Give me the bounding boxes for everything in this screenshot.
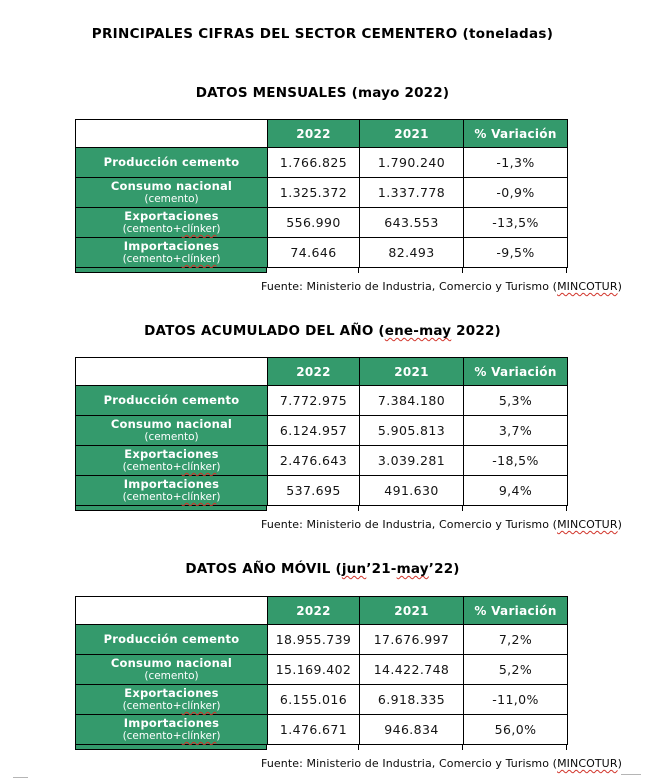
cell-2021: 5.905.813 [360, 416, 464, 446]
row-label: Exportaciones [124, 209, 219, 223]
column-header-2022: 2022 [268, 120, 360, 148]
table-corner-cell [76, 358, 268, 386]
row-label-cell [76, 148, 268, 178]
row-sublabel [78, 223, 265, 235]
cell-2022: 1.325.372 [268, 178, 360, 208]
cell-2021: 7.384.180 [360, 386, 464, 416]
sublabel-text: (cemento) [144, 670, 199, 682]
column-header-2021: 2021 [360, 120, 464, 148]
misspelled-word: MINCOTUR [557, 280, 618, 293]
monthly-table-wrap [75, 119, 567, 273]
column-header-2021: 2021 [360, 597, 464, 625]
source-text: ) [617, 518, 622, 531]
sublabel-text: (cemento+ [122, 700, 182, 712]
sublabel-text: ) [216, 700, 221, 712]
misspelled-word: MINCOTUR [557, 518, 618, 531]
accumulated-table-wrap [75, 357, 567, 511]
misspelled-word: clínker [181, 700, 217, 712]
row-label-cell [76, 476, 268, 506]
monthly-data-table [75, 119, 568, 268]
cell-2021: 1.790.240 [360, 148, 464, 178]
cell-2022: 556.990 [268, 208, 360, 238]
source-text: Fuente: Ministerio de Industria, Comercio y Turismo ( [261, 757, 558, 770]
source-text: ) [617, 280, 622, 293]
page-boundary-mark [621, 774, 641, 775]
table-row [76, 655, 568, 685]
row-label-cell [76, 416, 268, 446]
source-text: ) [617, 757, 622, 770]
row-label-cell [76, 685, 268, 715]
misspelled-word: jun [341, 561, 367, 577]
header-row [76, 120, 568, 148]
misspelled-word: clínker [181, 730, 217, 742]
misspelled-word: clínker [181, 253, 217, 265]
row-sublabel [78, 491, 265, 503]
cell-variation: 5,2% [464, 655, 568, 685]
rolling-year-data-table [75, 596, 568, 745]
heading-text: DATOS AÑO MÓVIL ( [185, 561, 342, 577]
heading-text: DATOS ACUMULADO DEL AÑO ( [144, 323, 385, 339]
section-heading-rolling-year [0, 561, 645, 577]
row-label: Consumo nacional [110, 179, 233, 193]
sublabel-text: ) [216, 491, 221, 503]
cell-2021: 14.422.748 [360, 655, 464, 685]
source-text: Fuente: Ministerio de Industria, Comercio y Turismo ( [261, 280, 558, 293]
table-bottom-border-stub [75, 506, 567, 511]
column-header-2022: 2022 [268, 358, 360, 386]
row-label: Consumo nacional [110, 656, 233, 670]
cell-2021: 3.039.281 [360, 446, 464, 476]
heading-text: DATOS MENSUALES (mayo 2022) [195, 85, 450, 101]
heading-text: 2022) [451, 323, 501, 339]
row-label-cell [76, 208, 268, 238]
sublabel-text: (cemento) [144, 193, 199, 205]
table-row [76, 446, 568, 476]
cell-variation: -11,0% [464, 685, 568, 715]
cell-2022: 74.646 [268, 238, 360, 268]
row-label-cell [76, 715, 268, 745]
source-note [261, 280, 622, 293]
row-label-cell [76, 178, 268, 208]
table-row [76, 208, 568, 238]
row-sublabel [78, 431, 265, 443]
row-label-cell [76, 238, 268, 268]
cell-2022: 18.955.739 [268, 625, 360, 655]
column-header-variation: % Variación [464, 358, 568, 386]
row-label: Importaciones [123, 239, 220, 253]
table-corner-cell [76, 120, 268, 148]
cell-2022: 7.772.975 [268, 386, 360, 416]
row-sublabel [78, 700, 265, 712]
table-row [76, 685, 568, 715]
misspelled-word: clínker [181, 461, 217, 473]
row-label-cell [76, 446, 268, 476]
row-sublabel [78, 253, 265, 265]
cell-2021: 491.630 [360, 476, 464, 506]
row-sublabel [78, 461, 265, 473]
row-label: Producción cemento [103, 155, 240, 169]
misspelled-word: may [396, 561, 429, 577]
sublabel-text: (cemento+ [122, 223, 182, 235]
header-row [76, 597, 568, 625]
row-label: Producción cemento [103, 632, 240, 646]
misspelled-word: clínker [181, 491, 217, 503]
sublabel-text: ) [216, 253, 221, 265]
sublabel-text: (cemento+ [122, 491, 182, 503]
sublabel-text: (cemento) [144, 431, 199, 443]
misspelled-word: ene-may [384, 323, 452, 339]
cell-2022: 2.476.643 [268, 446, 360, 476]
table-row [76, 238, 568, 268]
cell-variation: 7,2% [464, 625, 568, 655]
cell-variation: -13,5% [464, 208, 568, 238]
document-title: PRINCIPALES CIFRAS DEL SECTOR CEMENTERO (toneladas) [91, 26, 554, 42]
page-boundary-mark [13, 777, 28, 778]
row-sublabel [78, 730, 265, 742]
row-label: Consumo nacional [110, 417, 233, 431]
misspelled-word: MINCOTUR [557, 757, 618, 770]
cell-2021: 82.493 [360, 238, 464, 268]
table-row [76, 715, 568, 745]
row-sublabel [78, 670, 265, 682]
cell-2022: 1.766.825 [268, 148, 360, 178]
table-row [76, 416, 568, 446]
column-header-2022: 2022 [268, 597, 360, 625]
cell-variation: 5,3% [464, 386, 568, 416]
sublabel-text: (cemento+ [122, 730, 182, 742]
sublabel-text: ) [216, 223, 221, 235]
header-row [76, 358, 568, 386]
row-label: Importaciones [123, 477, 220, 491]
cell-2021: 643.553 [360, 208, 464, 238]
sublabel-text: ) [216, 461, 221, 473]
source-text: Fuente: Ministerio de Industria, Comercio y Turismo ( [261, 518, 558, 531]
row-label-cell [76, 386, 268, 416]
row-label: Exportaciones [124, 686, 219, 700]
cell-variation: -1,3% [464, 148, 568, 178]
table-row [76, 476, 568, 506]
section-heading-monthly [0, 85, 645, 101]
row-label: Importaciones [123, 716, 220, 730]
table-row [76, 386, 568, 416]
row-label: Producción cemento [103, 393, 240, 407]
column-header-2021: 2021 [360, 358, 464, 386]
heading-text: ’22) [428, 561, 460, 577]
cell-2021: 6.918.335 [360, 685, 464, 715]
cell-variation: 56,0% [464, 715, 568, 745]
cell-variation: -9,5% [464, 238, 568, 268]
cell-variation: 9,4% [464, 476, 568, 506]
cell-2021: 17.676.997 [360, 625, 464, 655]
cell-2022: 6.155.016 [268, 685, 360, 715]
table-corner-cell [76, 597, 268, 625]
row-label-cell [76, 625, 268, 655]
table-row [76, 148, 568, 178]
source-note [261, 518, 622, 531]
accumulated-data-table [75, 357, 568, 506]
cell-variation: -18,5% [464, 446, 568, 476]
row-label: Exportaciones [124, 447, 219, 461]
table-bottom-border-stub [75, 268, 567, 273]
sublabel-text: ) [216, 730, 221, 742]
heading-text: ’21- [366, 561, 397, 577]
row-sublabel [78, 193, 265, 205]
cell-variation: -0,9% [464, 178, 568, 208]
table-row [76, 178, 568, 208]
cell-variation: 3,7% [464, 416, 568, 446]
cell-2022: 15.169.402 [268, 655, 360, 685]
cell-2021: 946.834 [360, 715, 464, 745]
row-label-cell [76, 655, 268, 685]
source-note [261, 757, 622, 770]
table-bottom-border-stub [75, 745, 567, 750]
table-row [76, 625, 568, 655]
cell-2022: 6.124.957 [268, 416, 360, 446]
column-header-variation: % Variación [464, 120, 568, 148]
section-heading-accumulated [0, 323, 645, 339]
cell-2022: 1.476.671 [268, 715, 360, 745]
cell-2022: 537.695 [268, 476, 360, 506]
rolling-year-table-wrap [75, 596, 567, 750]
column-header-variation: % Variación [464, 597, 568, 625]
cell-2021: 1.337.778 [360, 178, 464, 208]
sublabel-text: (cemento+ [122, 461, 182, 473]
misspelled-word: clínker [181, 223, 217, 235]
sublabel-text: (cemento+ [122, 253, 182, 265]
